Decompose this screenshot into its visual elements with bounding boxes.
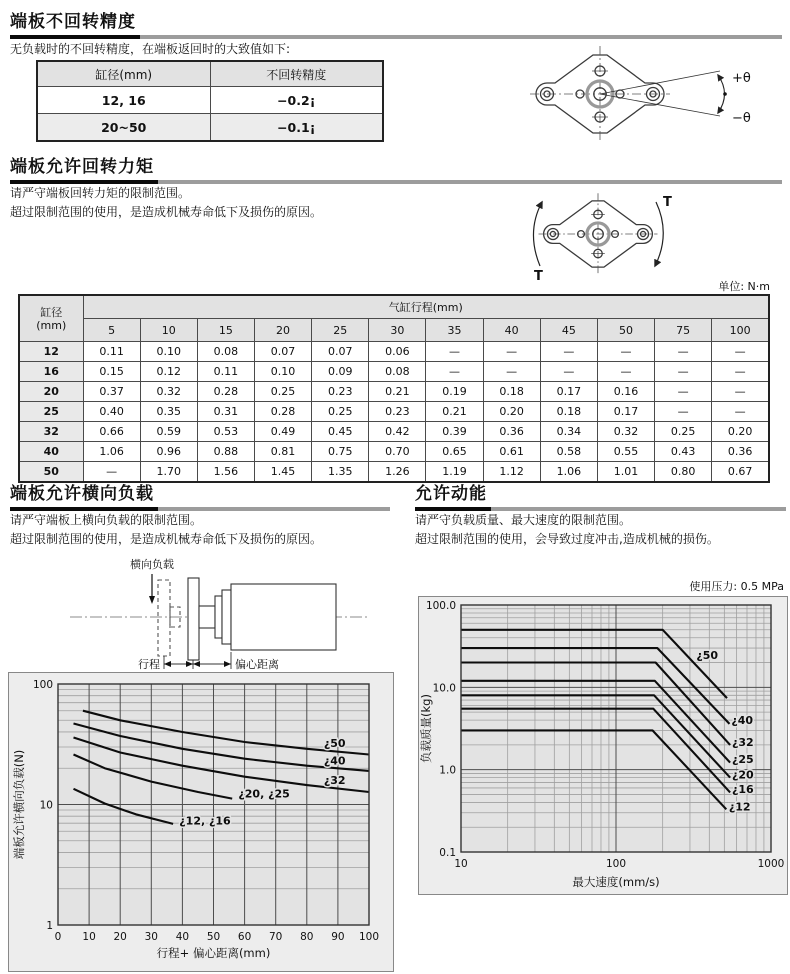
- series-label: ¿32: [323, 774, 346, 787]
- stroke-column-header: 30: [369, 319, 426, 342]
- table-row: [19, 362, 769, 382]
- svg-text:1000: 1000: [757, 858, 785, 870]
- table-row: [19, 402, 769, 422]
- svg-text:40: 40: [175, 931, 190, 943]
- bore-header: 25: [19, 402, 83, 422]
- svg-text:10.0: 10.0: [432, 682, 456, 695]
- bore-header: 40: [19, 442, 83, 462]
- table-cell: 0.49: [254, 422, 311, 442]
- table-cell: 1.19: [426, 462, 483, 483]
- table-cell: 0.28: [197, 382, 254, 402]
- table-cell: 0.66: [83, 422, 140, 442]
- table-row: [37, 114, 383, 142]
- pressure-note: 使用压力: 0.5 MPa: [689, 580, 784, 593]
- table-cell: 0.55: [597, 442, 654, 462]
- bore-header: 12: [19, 342, 83, 362]
- svg-text:50: 50: [206, 931, 221, 943]
- lateral-load-label: 横向负载: [130, 558, 174, 571]
- table-cell: 0.25: [655, 422, 712, 442]
- table-cell: 1.70: [140, 462, 197, 483]
- table-cell: 0.08: [369, 362, 426, 382]
- svg-text:80: 80: [300, 931, 314, 943]
- stroke-column-header: 75: [655, 319, 712, 342]
- svg-text:1.0: 1.0: [439, 764, 456, 777]
- dim-arrow: [186, 661, 193, 667]
- table-cell: —: [655, 362, 712, 382]
- svg-text:100: 100: [32, 679, 53, 691]
- desc-line2: 超过限制范围的使用，会导致过度冲击,造成机械的损伤。: [415, 532, 719, 546]
- torque-table: [18, 294, 770, 483]
- stroke-column-header: 15: [197, 319, 254, 342]
- svg-text:90: 90: [331, 931, 345, 943]
- section-title: 允许动能: [415, 477, 491, 511]
- dim-arrow: [193, 661, 200, 667]
- table-cell: —: [483, 342, 540, 362]
- series-label: ¿50: [323, 737, 346, 750]
- table-cell: 1.35: [312, 462, 369, 483]
- table-cell: −0.1¡: [210, 114, 383, 142]
- table-cell: —: [712, 402, 769, 422]
- table-cell: —: [426, 342, 483, 362]
- section-title: 端板允许回转力矩: [10, 150, 158, 184]
- section-header-lateral-load: [10, 477, 390, 511]
- table-cell: 0.75: [312, 442, 369, 462]
- table-cell: 0.40: [83, 402, 140, 422]
- end-plate-torque-diagram: [520, 186, 785, 286]
- x-axis-label: 行程+ 偏心距离(mm): [156, 946, 271, 960]
- desc-line2: 超过限制范围的使用，是造成机械寿命低下及损伤的原因。: [10, 532, 323, 546]
- table-cell: 0.09: [312, 362, 369, 382]
- table-cell: —: [540, 362, 597, 382]
- series-label: ¿40: [323, 754, 346, 768]
- dim-arrow: [164, 661, 171, 667]
- column-header: 不回转精度: [210, 61, 383, 87]
- table-cell: 0.15: [83, 362, 140, 382]
- table-cell: —: [426, 362, 483, 382]
- svg-text:70: 70: [269, 931, 283, 943]
- lateral-load-chart-box: [8, 672, 394, 972]
- table-cell: 0.25: [312, 402, 369, 422]
- svg-text:100: 100: [358, 931, 380, 943]
- bore-header: 32: [19, 422, 83, 442]
- flange-inner: [215, 596, 222, 638]
- table-cell: 0.32: [140, 382, 197, 402]
- table-cell: 0.17: [540, 382, 597, 402]
- table-row: [37, 87, 383, 114]
- table-cell: 1.12: [483, 462, 540, 483]
- stroke-label: 行程: [138, 658, 160, 670]
- table-cell: —: [83, 462, 140, 483]
- section1-description: 无负载时的不回转精度，在端板返回时的大致值如下:: [10, 42, 291, 56]
- table-cell: 0.31: [197, 402, 254, 422]
- minus-theta-label: −θ: [732, 111, 751, 126]
- table-cell: —: [597, 342, 654, 362]
- plus-theta-label: +θ: [732, 71, 751, 86]
- table-cell: 0.80: [655, 462, 712, 483]
- table-cell: 0.34: [540, 422, 597, 442]
- end-plate-angle-diagram: [525, 32, 790, 157]
- table-cell: 0.07: [312, 342, 369, 362]
- svg-text:60: 60: [237, 931, 252, 943]
- table-cell: 0.43: [655, 442, 712, 462]
- unit-note: 单位: N·m: [718, 280, 770, 293]
- table-cell: 0.23: [312, 382, 369, 402]
- table-cell: 0.20: [712, 422, 769, 442]
- svg-text:100: 100: [605, 858, 627, 870]
- table-cell: 0.70: [369, 442, 426, 462]
- table-cell: 0.32: [597, 422, 654, 442]
- x-axis-label: 最大速度(mm/s): [572, 875, 660, 889]
- stroke-column-header: 20: [254, 319, 311, 342]
- table-row: [19, 382, 769, 402]
- table-head: [37, 61, 383, 87]
- table-cell: 0.11: [83, 342, 140, 362]
- angle-vertex-dot: [723, 92, 727, 96]
- table-cell: —: [597, 362, 654, 382]
- table-cell: 0.11: [197, 362, 254, 382]
- svg-text:10: 10: [454, 858, 468, 870]
- table-cell: 0.37: [83, 382, 140, 402]
- table-cell: —: [655, 402, 712, 422]
- table-cell: 0.12: [140, 362, 197, 382]
- stroke-column-header: 40: [483, 319, 540, 342]
- table-cell: 0.45: [312, 422, 369, 442]
- table-cell: 0.36: [712, 442, 769, 462]
- series-label: ¿32: [732, 735, 754, 749]
- series-label: ¿50: [696, 649, 719, 663]
- table-cell: 0.35: [140, 402, 197, 422]
- table-cell: 0.20: [483, 402, 540, 422]
- table-cell: 20~50: [37, 114, 210, 142]
- table-cell: —: [655, 382, 712, 402]
- table-cell: −0.2¡: [210, 87, 383, 114]
- flange-outer: [222, 590, 231, 644]
- svg-text:0: 0: [54, 931, 62, 943]
- table-cell: 0.65: [426, 442, 483, 462]
- table-cell: 0.10: [254, 362, 311, 382]
- bore-header: 20: [19, 382, 83, 402]
- table-cell: 1.06: [540, 462, 597, 483]
- table-cell: 0.21: [426, 402, 483, 422]
- svg-text:20: 20: [113, 931, 127, 943]
- gridlines: [461, 605, 771, 852]
- angle-line-lower: [600, 94, 720, 116]
- end-plate: [188, 578, 199, 660]
- section-header-kinetic-energy: [415, 477, 786, 511]
- svg-text:10: 10: [39, 799, 53, 812]
- table-row: [19, 442, 769, 462]
- svg-text:1: 1: [46, 920, 53, 932]
- cylinder-body: [231, 584, 336, 650]
- table-cell: 0.07: [254, 342, 311, 362]
- section-title: 端板不回转精度: [10, 5, 140, 39]
- stroke-column-header: 25: [312, 319, 369, 342]
- table-cell: 1.45: [254, 462, 311, 483]
- table-cell: 0.36: [483, 422, 540, 442]
- svg-text:100.0: 100.0: [425, 600, 456, 612]
- corner-header-line: (mm): [36, 318, 67, 332]
- series-label: ¿20: [732, 768, 754, 782]
- table-cell: 1.26: [369, 462, 426, 483]
- table-cell: 0.39: [426, 422, 483, 442]
- cylinder-drawing: [70, 574, 370, 660]
- table-cell: —: [540, 342, 597, 362]
- header-row: [19, 295, 769, 319]
- table-cell: 0.16: [597, 382, 654, 402]
- end-plate-drawing: [539, 193, 658, 275]
- table-cell: —: [712, 342, 769, 362]
- table-cell: 0.19: [426, 382, 483, 402]
- series-label: ¿12, ¿16: [179, 814, 231, 828]
- svg-text:0.1: 0.1: [439, 847, 456, 859]
- corner-header: [19, 295, 83, 342]
- stroke-column-header: 45: [540, 319, 597, 342]
- torque-label-bottom: T: [534, 269, 543, 284]
- desc-line1: 请严守端板回转力矩的限制范围。: [10, 186, 191, 200]
- table-cell: 12, 16: [37, 87, 210, 114]
- dim-arrow: [224, 661, 231, 667]
- header-row: [19, 319, 769, 342]
- stroke-column-header: 100: [712, 319, 769, 342]
- table-cell: 0.88: [197, 442, 254, 462]
- lateral-load-diagram: [62, 556, 382, 670]
- table-cell: 0.06: [369, 342, 426, 362]
- table-cell: 0.18: [483, 382, 540, 402]
- desc-line1: 请严守端板上横向负载的限制范围。: [10, 513, 203, 527]
- table-body: [37, 87, 383, 142]
- kinetic-energy-chart-box: [418, 596, 788, 895]
- angle-line-upper: [600, 71, 720, 94]
- load-arrow-head: [149, 596, 155, 604]
- table-cell: 0.96: [140, 442, 197, 462]
- series-label: ¿20, ¿25: [238, 787, 290, 801]
- table-cell: 0.61: [483, 442, 540, 462]
- desc-line2: 超过限制范围的使用，是造成机械寿命低下及损伤的原因。: [10, 205, 323, 219]
- table-cell: 1.01: [597, 462, 654, 483]
- table-cell: —: [712, 382, 769, 402]
- table-cell: 0.28: [254, 402, 311, 422]
- plate-extended-dashed: [158, 580, 170, 656]
- section3-description: [10, 511, 400, 549]
- table-cell: 0.10: [140, 342, 197, 362]
- table-cell: 0.25: [254, 382, 311, 402]
- torque-label-top: T: [663, 195, 672, 210]
- table-cell: 0.23: [369, 402, 426, 422]
- kinetic-energy-chart: [419, 597, 787, 894]
- table-cell: 0.67: [712, 462, 769, 483]
- table-cell: 0.58: [540, 442, 597, 462]
- series-label: ¿16: [732, 783, 754, 796]
- series-label: ¿25: [732, 753, 754, 767]
- stroke-column-header: 35: [426, 319, 483, 342]
- section-title: 端板允许横向负载: [10, 477, 158, 511]
- stroke-span-header: 气缸行程(mm): [83, 295, 769, 319]
- rod-block: [199, 606, 215, 628]
- bore-header: 50: [19, 462, 83, 483]
- table-cell: —: [483, 362, 540, 382]
- table-cell: 0.21: [369, 382, 426, 402]
- bore-header: 16: [19, 362, 83, 382]
- table-cell: 0.53: [197, 422, 254, 442]
- lateral-load-chart: [9, 673, 393, 971]
- table-cell: 1.56: [197, 462, 254, 483]
- table-row: [19, 422, 769, 442]
- desc-line1: 请严守负载质量、最大速度的限制范围。: [415, 513, 632, 527]
- svg-text:10: 10: [82, 931, 96, 943]
- table-cell: 0.42: [369, 422, 426, 442]
- corner-header-line: 缸径: [40, 305, 63, 319]
- stroke-column-header: 10: [140, 319, 197, 342]
- table-cell: 0.08: [197, 342, 254, 362]
- eccentric-distance-label: 偏心距离: [235, 658, 279, 670]
- section2-description: [10, 184, 490, 222]
- series-label: ¿40: [731, 713, 754, 727]
- stroke-column-header: 50: [597, 319, 654, 342]
- non-rotating-accuracy-table: [36, 60, 384, 142]
- table-cell: —: [712, 362, 769, 382]
- y-axis-label: 端板允许横向负载(N): [12, 749, 26, 860]
- svg-text:30: 30: [144, 931, 158, 943]
- table-cell: 0.17: [597, 402, 654, 422]
- table-cell: 1.06: [83, 442, 140, 462]
- section-header-torque: [10, 150, 782, 184]
- table-cell: 0.59: [140, 422, 197, 442]
- table-row: [19, 342, 769, 362]
- table-cell: 0.18: [540, 402, 597, 422]
- y-axis-label: 负载质量(kg): [419, 694, 433, 763]
- section4-description: [415, 511, 790, 549]
- stroke-column-header: 5: [83, 319, 140, 342]
- table-cell: —: [655, 342, 712, 362]
- series-label: ¿12: [728, 800, 751, 814]
- table-cell: 0.81: [254, 442, 311, 462]
- column-header: 缸径(mm): [37, 61, 210, 87]
